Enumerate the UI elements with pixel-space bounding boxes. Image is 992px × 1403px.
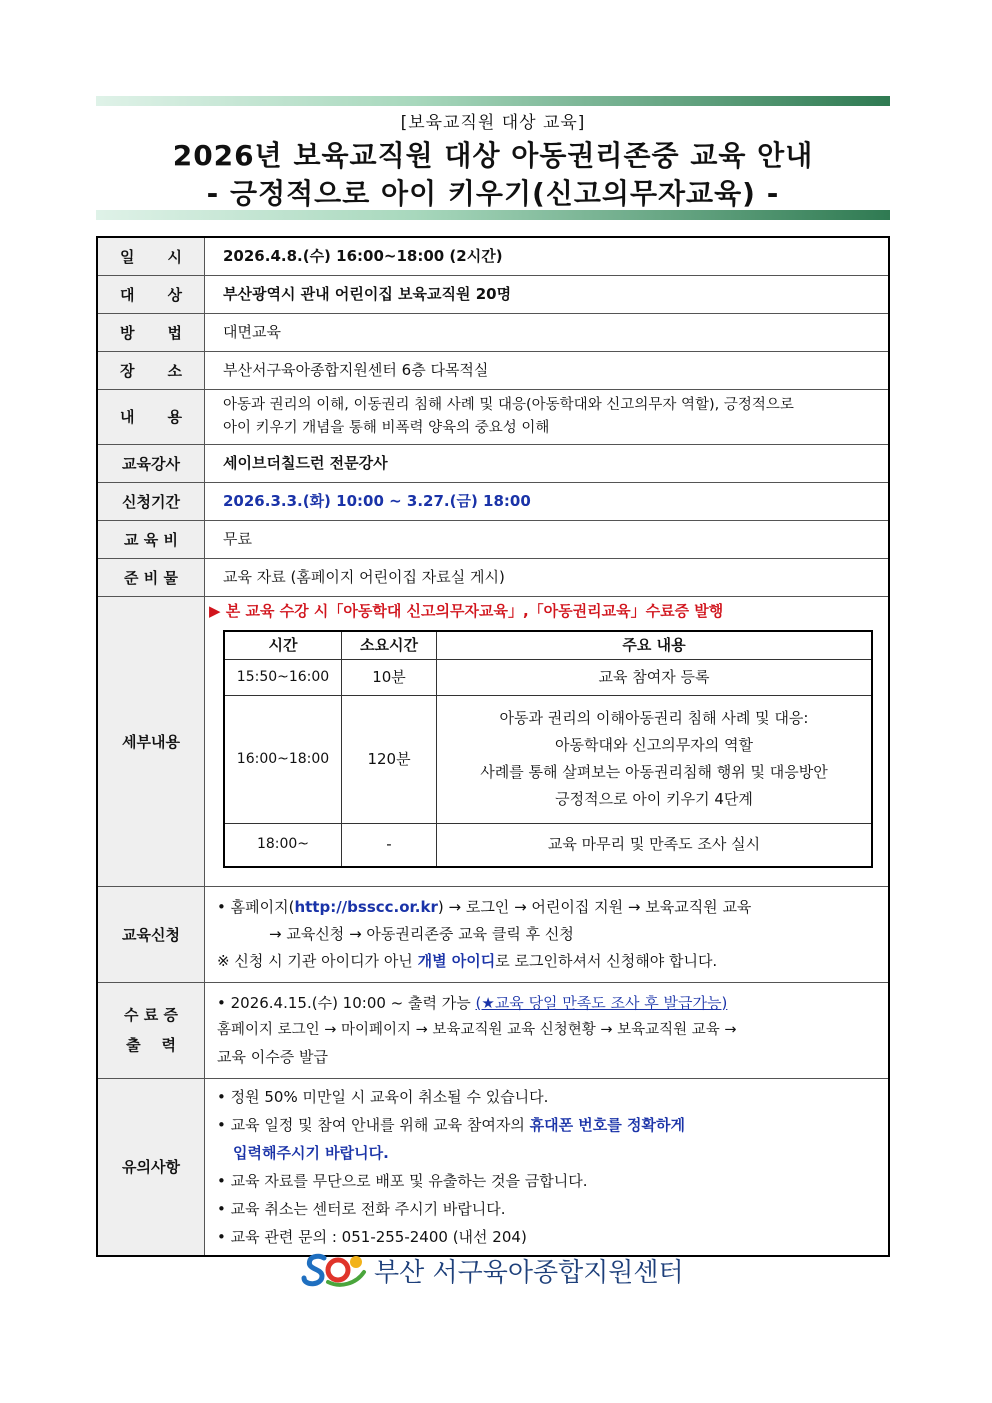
label-period: 신청기간 — [97, 482, 205, 520]
note-item: • 교육 자료를 무단으로 배포 및 유출하는 것을 금합니다. — [217, 1171, 588, 1190]
label-fee: 교 육 비 — [97, 520, 205, 558]
content-line: 아동학대와 신고의무자의 역할 — [555, 736, 753, 754]
row-apply — [97, 886, 889, 982]
cell-duration: 120분 — [342, 695, 437, 823]
content-line: 아동과 권리의 이해아동권리 침해 사례 및 대응: — [499, 709, 809, 727]
certificate-line2: 홈페이지 로그인 → 마이페이지 → 보육교직원 교육 신청현황 → 보육교직원 교육 → — [217, 1021, 737, 1038]
row-materials — [97, 558, 889, 596]
apply-line3 — [217, 948, 886, 975]
content-line: 사례를 통해 살펴보는 아동권리침해 행위 및 대응방안 — [480, 763, 828, 781]
label-instructor: 교육강사 — [97, 444, 205, 482]
org-name: 부산 서구육아종합지원센터 — [374, 1257, 684, 1288]
row-notes — [97, 1078, 889, 1256]
cell-time: 16:00~18:00 — [224, 695, 342, 823]
schedule-table — [223, 630, 873, 869]
center-logo-icon — [300, 1252, 370, 1288]
certificate-notice: ▶ 본 교육 수강 시「아동학대 신고의무자교육」,「아동권리교육」수료증 발행 — [209, 601, 724, 620]
cell-duration: 10분 — [342, 659, 437, 695]
note-item: • 정원 50% 미만일 시 교육이 취소될 수 있습니다. — [217, 1087, 549, 1106]
apply-text: ※ 신청 시 기관 아이디가 아닌 — [217, 951, 418, 970]
footer — [300, 1250, 720, 1290]
note-text: • 교육 일정 및 참여 안내를 위해 교육 참여자의 — [217, 1115, 530, 1134]
row-period — [97, 482, 889, 520]
row-content — [97, 389, 889, 444]
value-period: 2026.3.3.(화) 10:00 ~ 3.27.(금) 18:00 — [205, 482, 890, 520]
homepage-link[interactable]: http://bsscc.or.kr — [294, 897, 438, 916]
note-item — [217, 1111, 886, 1139]
col-time: 시간 — [224, 631, 342, 660]
row-instructor — [97, 444, 889, 482]
value-notes — [205, 1078, 890, 1256]
label-notes: 유의사항 — [97, 1078, 205, 1256]
note-item: • 교육 관련 문의 : 051-255-2400 (내선 204) — [217, 1227, 527, 1246]
label-details: 세부내용 — [97, 596, 205, 886]
note-highlight: 휴대폰 번호를 정확하게 — [529, 1115, 685, 1134]
page-title: 2026년 보육교직원 대상 아동권리존중 교육 안내 — [172, 139, 814, 172]
row-certificate — [97, 982, 889, 1078]
label-target: 대 상 — [97, 275, 205, 313]
cell-time: 15:50~16:00 — [224, 659, 342, 695]
row-details — [97, 596, 889, 886]
header-bottom-bar — [96, 210, 890, 220]
col-duration: 소요시간 — [342, 631, 437, 660]
certificate-line3: 교육 이수증 발급 — [217, 1047, 328, 1066]
apply-text: • 홈페이지( — [217, 897, 295, 916]
value-certificate — [205, 982, 890, 1078]
value-date: 2026.4.8.(수) 16:00~18:00 (2시간) — [205, 237, 890, 275]
value-content — [205, 389, 890, 444]
certificate-text: • 2026.4.15.(수) 10:00 ~ 출력 가능 — [217, 993, 476, 1012]
label-content: 내 용 — [97, 389, 205, 444]
value-apply — [205, 886, 890, 982]
cell-content: 교육 참여자 등록 — [437, 659, 873, 695]
row-method — [97, 313, 889, 351]
cell-time: 18:00~ — [224, 823, 342, 867]
label-place: 장 소 — [97, 351, 205, 389]
table-row — [224, 823, 872, 867]
note-item-cont: 입력해주시기 바랍니다. — [233, 1143, 389, 1162]
note-item: • 교육 취소는 센터로 전화 주시기 바랍니다. — [217, 1199, 506, 1218]
row-date — [97, 237, 889, 275]
certificate-line1 — [217, 990, 886, 1017]
label-certificate-line2: 출 력 — [126, 1036, 176, 1054]
apply-text: 로 로그인하셔서 신청해야 합니다. — [495, 951, 718, 970]
page-title-sub: - 긍정적으로 아이 키우기(신고의무자교육) - — [206, 177, 780, 210]
cell-content: 교육 마무리 및 만족도 조사 실시 — [437, 823, 873, 867]
value-materials: 교육 자료 (홈페이지 어린이집 자료실 게시) — [205, 558, 890, 596]
content-line1: 아동과 권리의 이해, 이동권리 침해 사례 및 대응(아동학대와 신고의무자 역할), 긍정적으로 — [223, 396, 794, 413]
label-date: 일 시 — [97, 237, 205, 275]
row-target — [97, 275, 889, 313]
content-line2: 아이 키우기 개념을 통해 비폭력 양육의 중요성 이해 — [223, 419, 550, 436]
row-place — [97, 351, 889, 389]
label-certificate — [97, 982, 205, 1078]
label-method: 방 법 — [97, 313, 205, 351]
page-subtitle: [보육교직원 대상 교육] — [400, 113, 586, 133]
value-details — [205, 596, 890, 886]
schedule-header — [224, 631, 872, 660]
individual-id-highlight: 개별 아이디 — [417, 951, 496, 970]
value-method: 대면교육 — [205, 313, 890, 351]
content-line: 긍정적으로 아이 키우기 4단계 — [555, 790, 753, 808]
certificate-condition: (★교육 당일 만족도 조사 후 발급가능) — [475, 993, 728, 1012]
label-materials: 준 비 물 — [97, 558, 205, 596]
apply-line2: → 교육신청 → 아동권리존중 교육 클릭 후 신청 — [269, 924, 574, 943]
value-fee: 무료 — [205, 520, 890, 558]
cell-content — [437, 695, 873, 823]
apply-text: ) → 로그인 → 어린이집 지원 → 보육교직원 교육 — [437, 897, 752, 916]
cell-duration: - — [342, 823, 437, 867]
value-instructor: 세이브더칠드런 전문강사 — [205, 444, 890, 482]
row-fee — [97, 520, 889, 558]
label-certificate-line1: 수 료 증 — [124, 1006, 178, 1024]
value-target: 부산광역시 관내 어린이집 보육교직원 20명 — [205, 275, 890, 313]
value-place: 부산서구육아종합지원센터 6층 다목적실 — [205, 351, 890, 389]
header-top-bar — [96, 96, 890, 106]
info-table — [96, 236, 890, 1257]
col-content: 주요 내용 — [437, 631, 873, 660]
table-row — [224, 695, 872, 823]
apply-line1 — [217, 894, 886, 921]
table-row — [224, 659, 872, 695]
label-apply: 교육신청 — [97, 886, 205, 982]
